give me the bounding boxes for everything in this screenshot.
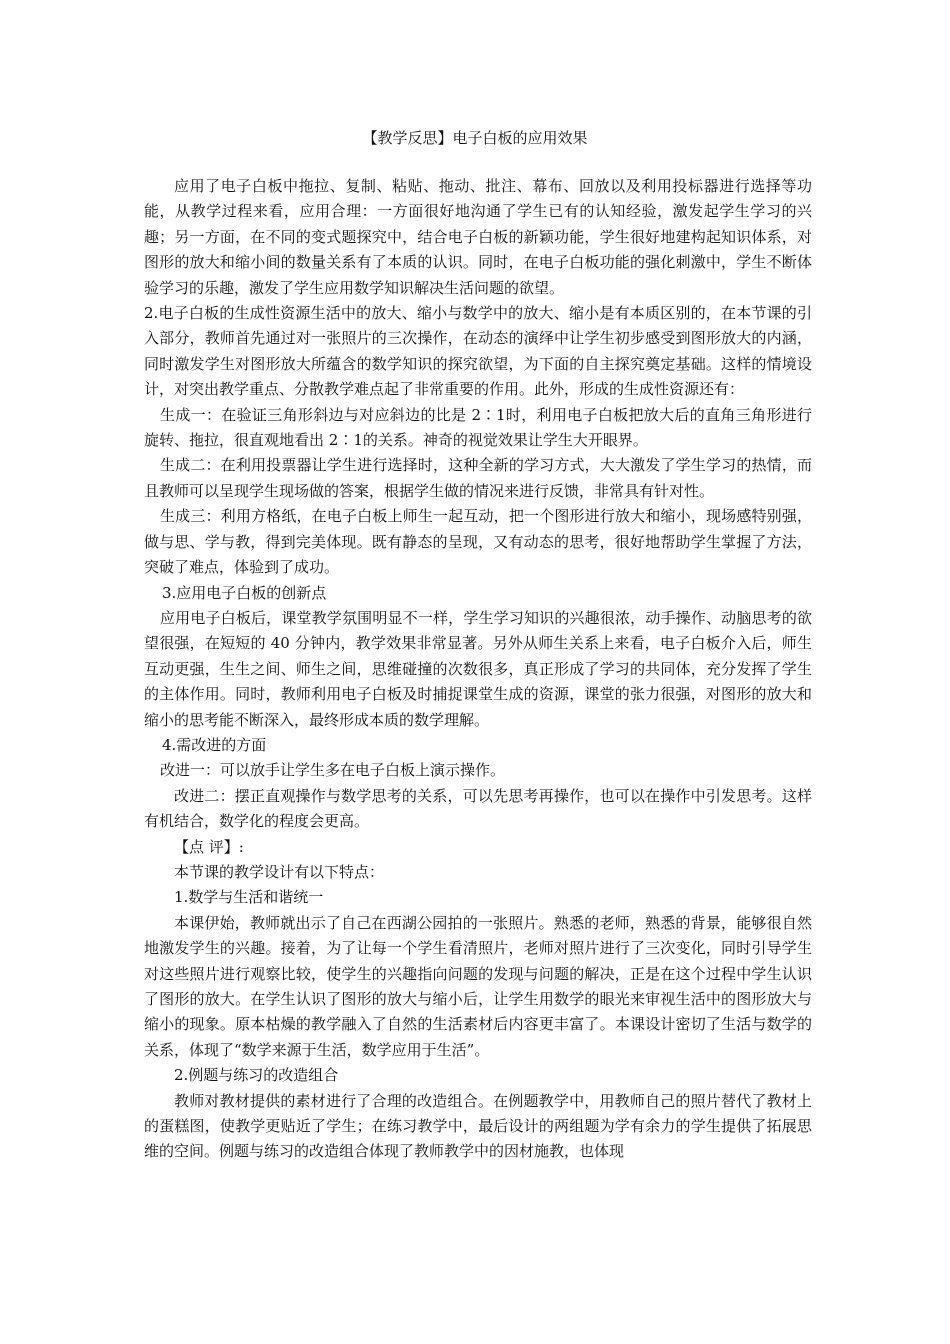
paragraph-review-intro: 本节课的教学设计有以下特点： [174, 862, 385, 881]
paragraph-intro: 应用了电子白板中拖拉、复制、粘贴、拖动、批注、幕布、回放以及利用投标器进行选择等功能，从教学过程来看，应用合理：一方面很好地沟通了学生已有的认知经验，激发起学生学习的兴趣；另一方面，在不同的变式题探究中，结合电子白板的新颖功能，学生很好地建构起知识体系，对图形的放大和缩小间的数量关系有了本质的认识。同时，在电子白板功能的强化刺激中，学生不断体验学习的乐趣，激发了学生应用数学知识解决生活问题的欲望。 [144, 177, 812, 297]
paragraph-section-2: 2.电子白板的生成性资源生活中的放大、缩小与数学中的放大、缩小是有本质区别的，在本节课的引入部分，教师首先通过对一张照片的三次操作，在动态的演绎中让学生初步感受到图形放大的内涵，同时激发学生对图形放大所蕴含的数学知识的探究欲望，为下面的自主探究奠定基础。这样的情境设计，对突出教学重点、分散教学难点起了非常重要的作用。此外，形成的生成性资源还有： [144, 304, 812, 399]
paragraph-innovation: 应用电子白板后，课堂教学氛围明显不一样，学生学习知识的兴趣很浓，动手操作、动脑思考的欲望很强，在短短的 40 分钟内，教学效果非常显著。另外从师生关系上来看，电子白板介入后，师生互动更强，生生之间、师生之间，思维碰撞的次数很多，真正形成了学习的共同体，充分发挥了学生的主体作用。同时，教师利用电子白板及时捕捉课堂生成的资源，课堂的张力很强，对图形的放大和缩小的思考能不断深入，最终形成本质的数学理解。 [144, 608, 812, 729]
paragraph-generation-3: 生成三：利用方格纸，在电子白板上师生一起互动，把一个图形进行放大和缩小，现场感特别强，做与思、学与教，得到完美体现。既有静态的呈现，又有动态的思考，很好地帮助学生掌握了方法，突破了难点，体验到了成功。 [144, 507, 812, 577]
paragraph-review-point-2: 教师对教材提供的素材进行了合理的改造组合。在例题教学中，用教师自己的照片替代了教材上的蛋糕图，使教学更贴近了学生；在练习教学中，最后设计的两组题为学有余力的学生提供了拓展思维的空间。例题与练习的改造组合体现了教师教学中的因材施教，也体现 [144, 1091, 812, 1161]
heading-section-3: 3.应用电子白板的创新点 [162, 583, 327, 602]
paragraph-generation-1: 生成一：在验证三角形斜边与对应斜边的比是 2∶1时，利用电子白板把放大后的直角三角形进行旋转、拖拉，很直观地看出 2∶1的关系。神奇的视觉效果让学生大开眼界。 [144, 405, 812, 450]
heading-section-4: 4.需改进的方面 [162, 735, 267, 754]
paragraph-generation-2: 生成二：在利用投票器让学生进行选择时，这种全新的学习方式，大大激发了学生学习的热情，而且教师可以呈现学生现场做的答案，根据学生做的情况来进行反馈，非常具有针对性。 [144, 456, 812, 500]
paragraph-review-point-1: 本课伊始，教师就出示了自己在西湖公园拍的一张照片。熟悉的老师，熟悉的背景，能够很自然地激发学生的兴趣。接着，为了让每一个学生看清照片，老师对照片进行了三次变化，同时引导学生对这些照片进行观察比较，使学生的兴趣指向问题的发现与问题的解决，正是在这个过程中学生认识了图形的放大。在学生认识了图形的放大与缩小后，让学生用数学的眼光来审视生活中的图形放大与缩小的现象。原本枯燥的教学融入了自然的生活素材后内容更丰富了。本课设计密切了生活与数学的关系，体现了“数学来源于生活，数学应用于生活”。 [144, 913, 812, 1059]
heading-review: 【点 评】: [174, 837, 244, 856]
paragraph-improvement-2: 改进二：摆正直观操作与数学思考的关系，可以先思考再操作，也可以在操作中引发思考。这样有机结合，数学化的程度会更高。 [144, 786, 812, 831]
paragraph-improvement-1: 改进一：可以放手让学生多在电子白板上演示操作。 [160, 761, 506, 780]
heading-review-point-1: 1.数学与生活和谐统一 [174, 888, 324, 907]
document-title: 【教学反思】电子白板的应用效果 [362, 129, 588, 147]
heading-review-point-2: 2.例题与练习的改造组合 [174, 1066, 339, 1085]
document-body [144, 174, 812, 1165]
